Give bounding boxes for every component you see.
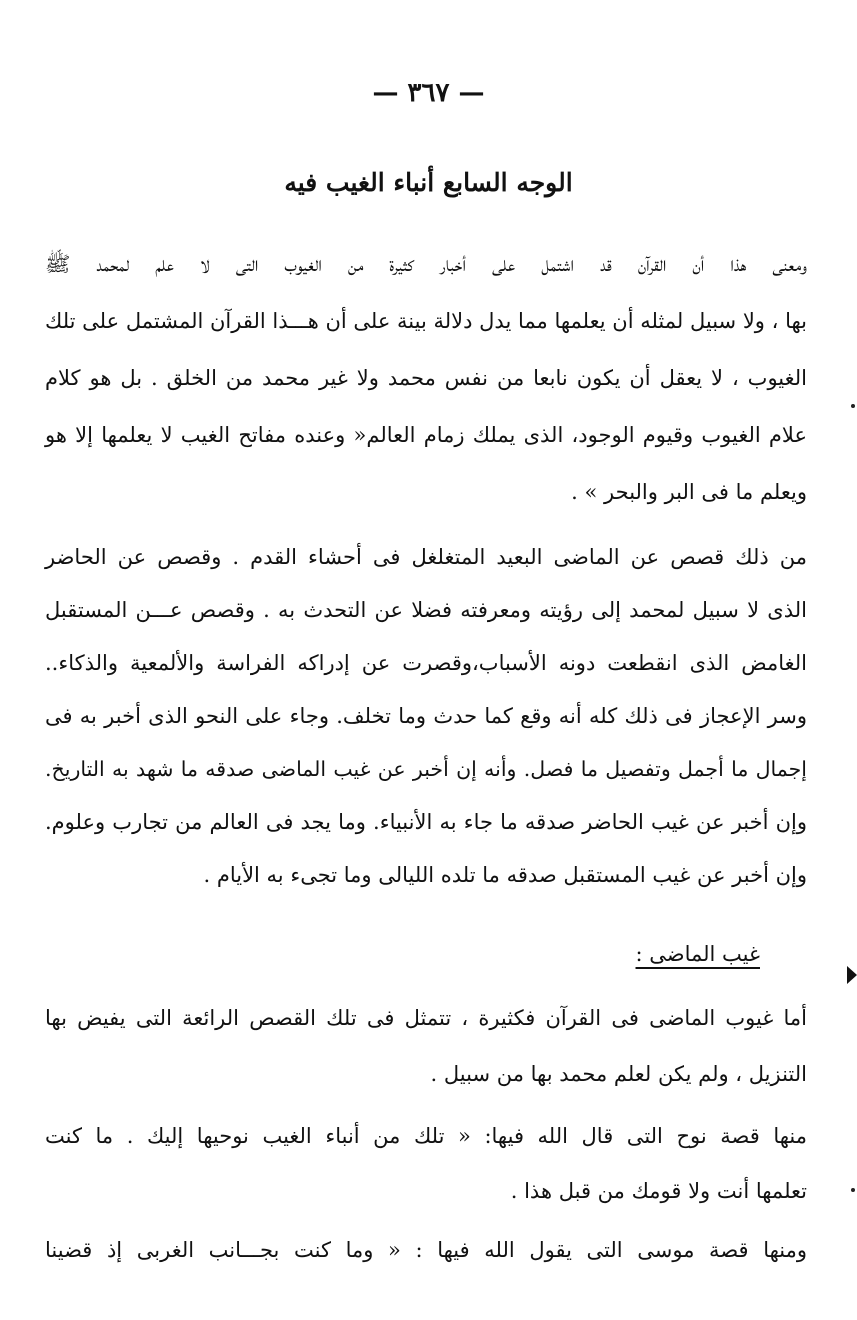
margin-dot [851, 404, 855, 408]
text-line: وإن أخبر عن غيب المستقبل صدقه ما تلده الليالى وما تجىء به الأيام . [203, 863, 807, 887]
text-line: ويعلم ما فى البر والبحر » . [571, 480, 807, 504]
margin-mark [847, 966, 857, 984]
margin-dot [851, 1188, 855, 1192]
text-line: من ذلك قصص عن الماضى البعيد المتغلغل فى أحشاء القدم . وقصص عن الحاضر [45, 545, 807, 569]
text-line: وسر الإعجاز فى ذلك كله أنه وقع كما حدث وما تخلف. وجاء على النحو الذى أخبر به فى [45, 704, 807, 728]
text-line: إجمال ما أجمل وتفصيل ما فصل. وأنه إن أخبر عن غيب الماضى صدقه ما شهد به التاريخ. [45, 757, 807, 781]
text-line: الذى لا سبيل لمحمد إلى رؤيته ومعرفته فضلا عن التحدث به . وقصص عـــن المستقبل [45, 598, 807, 622]
text-line: ومنها قصة موسى التى يقول الله فيها : « وما كنت بجـــانب الغربى إذ قضينا [45, 1238, 807, 1262]
text-line: أما غيوب الماضى فى القرآن فكثيرة ، تتمثل فى تلك القصص الرائعة التى يفيض بها [45, 1006, 807, 1030]
text-line: ومعنى هذا أن القرآن قد اشتمل على أخبار كثيرة من الغيوب التى لا علم لمحمد ﷺ [45, 252, 807, 276]
page-number: — ٣٦٧ — [372, 78, 485, 108]
text-line: الغامض الذى انقطعت دونه الأسباب،وقصرت عن إدراكه الفراسة والألمعية والذكاء.. [45, 651, 807, 675]
text-line: منها قصة نوح التى قال الله فيها: « تلك من أنباء الغيب نوحيها إليك . ما كنت [45, 1124, 807, 1148]
subheading: غيب الماضى : [635, 942, 760, 966]
text-line: التنزيل ، ولم يكن لعلم محمد بها من سبيل . [430, 1062, 807, 1086]
text-line: وإن أخبر عن غيب الحاضر صدقه ما جاء به الأنبياء. وما يجد فى العالم من تجارب وعلوم. [45, 810, 807, 834]
text-line: الغيوب ، لا يعقل أن يكون نابعا من نفس محمد ولا غير محمد من الخلق . بل هو كلام [45, 366, 807, 390]
text-line: تعلمها أنت ولا قومك من قبل هذا . [510, 1179, 807, 1203]
text-line: علام الغيوب وقيوم الوجود، الذى يملك زمام العالم« وعنده مفاتح الغيب لا يعلمها إلا هو [45, 423, 807, 447]
section-heading: الوجه السابع أنباء الغيب فيه [284, 168, 573, 197]
text-line: بها ، ولا سبيل لمثله أن يعلمها مما يدل دلالة بينة على أن هـــذا القرآن المشتمل على تلك [45, 309, 807, 333]
